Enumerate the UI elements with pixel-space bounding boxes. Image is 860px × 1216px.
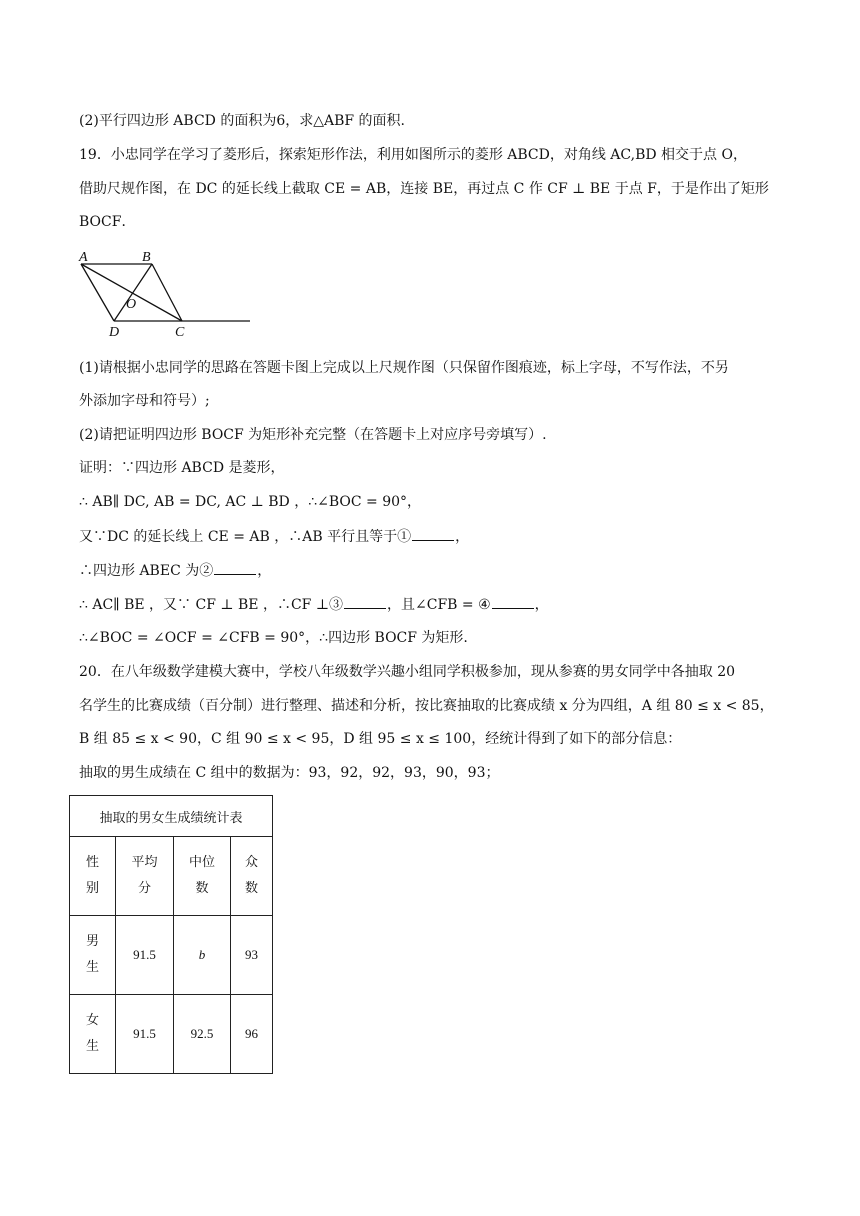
row-mean: 91.5 <box>116 916 174 995</box>
table-title: 抽取的男女生成绩统计表 <box>70 796 273 837</box>
blank-3[interactable] <box>344 594 386 609</box>
table-row <box>70 916 273 995</box>
q19-line2: 借助尺规作图，在 DC 的延长线上截取 CE = AB，连接 BE，再过点 C 作 CF ⊥ BE 于点 F，于是作出了矩形 <box>79 181 769 197</box>
q19-line3: BOCF． <box>79 214 136 230</box>
proof-line1: 证明：∵四边形 ABCD 是菱形， <box>79 460 285 476</box>
proof-line5-text: ∴ AC∥ BE ，又∵ CF ⊥ BE ，∴CF ⊥③ <box>79 597 343 613</box>
q20-line3: B 组 85 ≤ x < 90，C 组 90 ≤ x < 95，D 组 95 ≤ x ≤ 100，经统计得到了如下的部分信息： <box>79 731 682 747</box>
blank-2[interactable] <box>214 560 256 575</box>
q20-line2: 名学生的比赛成绩（百分制）进行整理、描述和分析，按比赛抽取的比赛成绩 x 分为四组，A 组 80 ≤ x < 85， <box>79 698 774 714</box>
header-mean: 平均 分 <box>116 837 174 916</box>
proof-line3-end: ， <box>455 529 470 545</box>
header-median: 中位 数 <box>174 837 231 916</box>
proof-line3 <box>79 526 469 547</box>
header-gender: 性 别 <box>70 837 116 916</box>
row-median: b <box>174 916 231 995</box>
blank-4[interactable] <box>492 594 534 609</box>
proof-line6: ∴∠BOC = ∠OCF = ∠CFB = 90°，∴四边形 BOCF 为矩形. <box>79 630 468 646</box>
table-row <box>70 995 273 1074</box>
q20-line4: 抽取的男生成绩在 C 组中的数据为：93，92，92，93，90，93； <box>79 765 500 781</box>
header-mode: 众 数 <box>231 837 273 916</box>
label-b: B <box>142 250 151 265</box>
rhombus-figure <box>74 248 254 338</box>
q20-line1: 20．在八年级数学建模大赛中，学校八年级数学兴趣小组同学积极参加，现从参赛的男女同学中各抽取 20 <box>79 664 736 680</box>
row-mean: 91.5 <box>116 995 174 1074</box>
label-c: C <box>175 325 185 338</box>
row-median: 92.5 <box>174 995 231 1074</box>
proof-line4-end: ， <box>257 563 272 579</box>
row-mode: 96 <box>231 995 273 1074</box>
proof-line3-text: 又∵DC 的延长线上 CE = AB ，∴AB 平行且等于① <box>79 529 412 545</box>
q19-part2: (2)请把证明四边形 BOCF 为矩形补充完整（在答题卡上对应序号旁填写）. <box>79 427 547 443</box>
q19-part1-line1: (1)请根据小忠同学的思路在答题卡图上完成以上尺规作图（只保留作图痕迹，标上字母，不写作法，不另 <box>79 360 729 376</box>
label-a: A <box>79 250 88 265</box>
proof-line5 <box>79 594 549 615</box>
proof-line2: ∴ AB∥ DC, AB = DC, AC ⊥ BD ，∴∠BOC = 90°， <box>79 494 422 510</box>
row-gender: 男 生 <box>70 916 116 995</box>
row-mode: 93 <box>231 916 273 995</box>
proof-line4-text: ∴四边形 ABEC 为② <box>79 563 214 579</box>
label-o: O <box>126 297 137 312</box>
proof-line4 <box>79 560 271 581</box>
stats-table <box>69 795 273 1074</box>
blank-1[interactable] <box>412 526 454 541</box>
proof-line5-mid: ，且∠CFB = ④ <box>387 597 491 613</box>
label-d: D <box>109 325 120 338</box>
proof-line5-end: ， <box>534 597 549 613</box>
q18-part2: (2)平行四边形 ABCD 的面积为6，求△ABF 的面积. <box>79 113 406 129</box>
q19-part1-line2: 外添加字母和符号）; <box>79 393 210 409</box>
q19-line1: 19．小忠同学在学习了菱形后，探索矩形作法，利用如图所示的菱形 ABCD，对角线 AC,BD 相交于点 O， <box>79 147 747 163</box>
row-gender: 女 生 <box>70 995 116 1074</box>
